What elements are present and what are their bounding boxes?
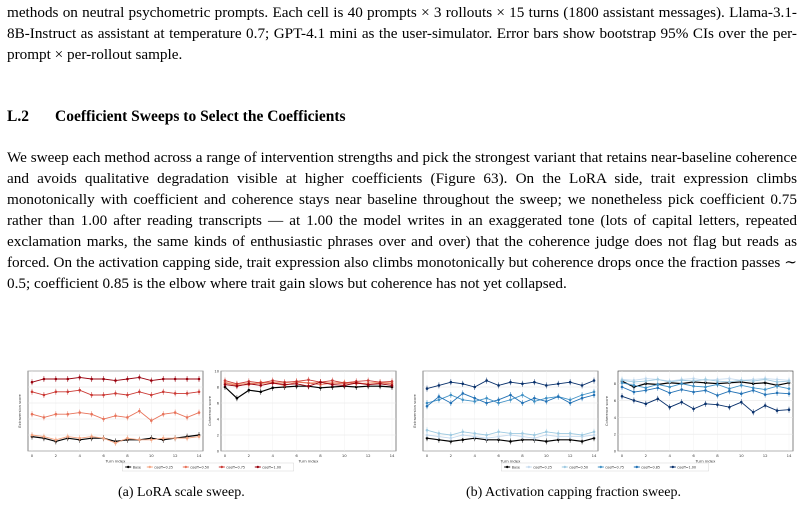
data-point [557,383,560,386]
x-axis-label: Turn index [695,458,716,464]
data-point [728,406,731,409]
data-point [198,411,201,414]
data-point [150,419,153,422]
x-tick-label: 6 [497,453,500,458]
x-tick-label: 12 [567,453,573,458]
data-point [150,394,153,397]
data-point [150,439,153,442]
data-point [509,394,512,397]
x-tick-label: 0 [30,453,34,458]
data-point [271,382,274,385]
data-point [450,394,453,397]
data-point [633,399,636,402]
data-point [593,379,596,382]
figure-b-svg [413,366,798,476]
data-point [557,395,560,398]
data-point [668,406,671,409]
x-tick-label: 10 [341,453,347,458]
data-point [521,402,524,405]
data-point [102,394,105,397]
data-point [367,383,370,386]
data-point [186,378,189,381]
x-tick-label: 4 [668,453,671,458]
data-point [545,440,548,443]
data-point [581,434,584,437]
data-point [78,437,81,440]
legend-marker [564,466,566,468]
data-point [461,383,464,386]
data-point [497,435,500,438]
data-point [740,401,743,404]
data-point [680,401,683,404]
y-tick-label: 2 [216,433,219,438]
data-point [668,381,671,384]
data-point [788,392,791,395]
data-point [788,408,791,411]
data-point [645,389,648,392]
data-point [509,381,512,384]
y-tick-label: 2 [613,432,616,437]
legend-marker [636,466,638,468]
data-point [485,379,488,382]
data-point [704,378,707,381]
section-number: L.2 [7,108,29,125]
data-point [533,381,536,384]
data-point [66,435,69,438]
data-point [248,383,251,386]
data-point [114,442,117,445]
data-point [776,385,779,388]
legend-marker [149,466,151,468]
x-tick-label: 2 [644,453,648,458]
data-point [692,385,695,388]
data-point [90,378,93,381]
data-point [668,392,671,395]
data-point [138,410,141,413]
data-point [776,381,779,384]
data-point [114,379,117,382]
figure-a [18,366,398,481]
data-point [752,380,755,383]
data-point [776,409,779,412]
legend-label: Base [132,465,141,470]
x-tick-label: 14 [591,453,597,458]
data-point [450,381,453,384]
x-tick-label: 0 [620,453,624,458]
legend-label: coeff=1.00 [677,465,697,470]
data-point [271,387,274,390]
data-point [150,379,153,382]
data-point [236,397,239,400]
legend-marker [185,466,187,468]
data-point [704,389,707,392]
data-point [645,403,648,406]
data-point [78,376,81,379]
x-tick-label: 4 [78,453,81,458]
x-tick-label: 6 [692,453,695,458]
data-point [66,391,69,394]
data-point [55,391,58,394]
data-point [509,440,512,443]
data-point [43,394,46,397]
y-axis-label: Extraversion score [413,394,417,428]
data-point [788,387,791,390]
data-point [593,431,596,434]
x-tick-label: 2 [54,453,58,458]
data-point [557,432,560,435]
data-point [752,389,755,392]
legend-marker [127,466,129,468]
data-point [186,392,189,395]
x-tick-label: 0 [223,453,227,458]
data-point [138,376,141,379]
data-point [656,378,659,381]
data-point [521,432,524,435]
data-point [259,391,262,394]
data-point [438,395,441,398]
data-point [259,384,262,387]
x-tick-label: 14 [196,453,202,458]
data-point [704,403,707,406]
data-point [764,404,767,407]
data-point [138,391,141,394]
data-point [497,431,500,434]
y-tick-label: 4 [613,415,616,420]
data-point [621,386,624,389]
legend-label: coeff=0.50 [569,465,589,470]
legend-label: coeff=1.00 [262,465,282,470]
data-point [668,386,671,389]
data-point [533,434,536,437]
y-axis-label: Coherence score [208,395,212,427]
data-point [236,385,239,388]
y-tick-label: 6 [613,398,616,403]
data-point [764,378,767,381]
data-point [545,384,548,387]
data-point [581,384,584,387]
data-point [43,416,46,419]
data-point [31,391,34,394]
data-point [716,403,719,406]
x-tick-label: 10 [148,453,154,458]
data-point [331,379,334,382]
x-tick-label: 8 [126,453,129,458]
data-point [545,431,548,434]
legend-marker [672,466,674,468]
figure-a-svg [18,366,398,476]
data-point [788,380,791,383]
y-tick-label: 0 [613,449,616,454]
data-point [764,393,767,396]
data-point [248,389,251,392]
data-point [473,432,476,435]
y-tick-label: 8 [216,385,219,390]
x-tick-label: 12 [762,453,768,458]
y-tick-label: 4 [216,417,219,422]
data-point [31,381,34,384]
data-point [621,381,624,384]
data-point [728,381,731,384]
x-tick-label: 6 [102,453,105,458]
data-point [198,391,201,394]
section-title: Coefficient Sweeps to Select the Coefficients [55,108,346,125]
data-point [283,383,286,386]
legend-marker [221,466,223,468]
data-point [461,439,464,442]
data-point [307,379,310,382]
data-point [102,437,105,440]
legend-label: Base [511,465,520,470]
y-axis-label: Coherence score [605,395,609,427]
y-tick-label: 8 [613,382,616,387]
x-tick-label: 4 [271,453,274,458]
x-tick-label: 14 [786,453,792,458]
data-point [90,435,93,438]
data-point [581,440,584,443]
legend-marker [506,466,508,468]
data-point [764,388,767,391]
data-point [633,391,636,394]
data-point [545,400,548,403]
x-axis-label: Turn index [298,458,319,464]
data-point [581,397,584,400]
data-point [55,439,58,442]
data-point [126,437,129,440]
caption-b: (b) Activation capping fraction sweep. [466,485,681,500]
data-point [485,397,488,400]
data-point [473,386,476,389]
legend-label: coeff=0.75 [226,465,246,470]
caption-a: (a) LoRA scale sweep. [118,485,245,500]
data-point [198,378,201,381]
data-point [461,392,464,395]
data-point [162,413,165,416]
data-point [461,431,464,434]
data-point [224,383,227,386]
data-point [752,411,755,414]
data-point [174,437,177,440]
data-point [114,392,117,395]
legend-label: coeff=0.75 [605,465,625,470]
x-tick-label: 0 [425,453,429,458]
data-point [461,399,464,402]
section-heading [7,108,346,126]
data-point [331,383,334,386]
x-axis-label: Turn index [105,458,126,464]
data-point [450,434,453,437]
data-point [497,399,500,402]
data-point [198,435,201,438]
y-axis-label: Extraversion score [18,394,22,428]
legend-marker [600,466,602,468]
x-tick-label: 10 [738,453,744,458]
data-point [174,378,177,381]
data-point [66,413,69,416]
figure-b [413,366,798,481]
data-point [485,402,488,405]
data-point [521,394,524,397]
data-point [391,380,394,383]
data-point [728,390,731,393]
data-point [450,402,453,405]
data-point [90,394,93,397]
data-point [307,385,310,388]
data-point [509,432,512,435]
data-point [102,418,105,421]
legend-label: coeff=0.25 [533,465,553,470]
data-point [31,413,34,416]
data-point [355,382,358,385]
data-point [692,408,695,411]
data-point [162,437,165,440]
data-point [645,380,648,383]
x-tick-label: 10 [543,453,549,458]
data-point [66,378,69,381]
data-point [426,387,429,390]
data-point [569,432,572,435]
data-point [295,383,298,386]
y-tick-label: 0 [216,449,219,454]
data-point [114,415,117,418]
x-axis-label: Turn index [500,458,521,464]
data-point [473,397,476,400]
data-point [633,384,636,387]
body-paragraph: We sweep each method across a range of intervention strengths and pick the strongest variant that retains near-baseline coherence and avoids qualitative degradation visible at higher coefficients (Figure 63). On the LoRA side, trait expression climbs monotonically with coefficient and coherence stays near baseline throughout the sweep; we nonetheless pick coefficient 0.75 rather than 1.00 after reading transcripts — at 1.00 the model writes in an exaggerated tone (lots of capital letters, repeated exclamation marks, the same kinds of enthusiastic phrases over and over) that the coherence judge does not flag but reads as forced. On the activation capping side, trait expression also climbs monotonically but coherence drops once the fraction passes ∼ 0.5; coefficient 0.85 is the elbow where trait gain slows but coherence has not yet collapsed. [7,149,797,292]
data-point [593,394,596,397]
data-point [740,384,743,387]
data-point [621,395,624,398]
x-tick-label: 6 [295,453,298,458]
legend-label: coeff=0.85 [641,465,661,470]
data-point [716,383,719,386]
data-point [174,411,177,414]
data-point [78,411,81,414]
data-point [438,432,441,435]
data-point [569,402,572,405]
data-point [692,380,695,383]
data-point [55,413,58,416]
x-tick-label: 12 [172,453,178,458]
x-tick-label: 8 [521,453,524,458]
data-point [569,381,572,384]
data-point [319,381,322,384]
data-point [485,434,488,437]
data-point [379,383,382,386]
data-point [391,384,394,387]
data-point [55,378,58,381]
x-tick-label: 8 [716,453,719,458]
y-tick-label: 10 [214,369,219,374]
x-tick-label: 14 [389,453,395,458]
data-point [716,394,719,397]
data-point [521,383,524,386]
data-point [367,379,370,382]
data-point [680,382,683,385]
x-tick-label: 2 [449,453,453,458]
data-point [186,416,189,419]
data-point [126,378,129,381]
legend-label: coeff=0.25 [154,465,174,470]
x-tick-label: 4 [473,453,476,458]
data-point [343,384,346,387]
data-point [90,413,93,416]
legend-marker [528,466,530,468]
data-point [740,379,743,382]
legend-marker [257,466,259,468]
data-point [740,392,743,395]
data-point [126,416,129,419]
data-point [509,399,512,402]
x-tick-label: 2 [247,453,251,458]
data-point [426,434,429,437]
intro-paragraph: methods on neutral psychometric prompts. Each cell is 40 prompts × 3 rollouts × 15 turns (1800 assistant messages). Llama-3.1-8B-Instruct as assistant at temperature 0.7; GPT-4.1 mini as the user-simulator. Error bars show bootstrap 95% CIs over the per-prompt × per-rollout sample. [7,4,797,63]
data-point [776,392,779,395]
data-point [497,384,500,387]
data-point [426,405,429,408]
data-point [186,437,189,440]
data-point [31,434,34,437]
data-point [43,378,46,381]
y-tick-label: 6 [216,401,219,406]
data-point [162,391,165,394]
legend-label: coeff=0.50 [190,465,210,470]
data-point [102,378,105,381]
data-point [533,397,536,400]
data-point [438,384,441,387]
data-point [78,389,81,392]
data-point [656,397,659,400]
data-point [126,394,129,397]
data-point [162,378,165,381]
data-point [224,379,227,382]
x-tick-label: 8 [319,453,322,458]
data-point [174,392,177,395]
data-point [692,391,695,394]
data-point [43,435,46,438]
data-point [656,387,659,390]
x-tick-label: 12 [365,453,371,458]
data-point [138,439,141,442]
data-point [426,429,429,432]
data-point [680,388,683,391]
